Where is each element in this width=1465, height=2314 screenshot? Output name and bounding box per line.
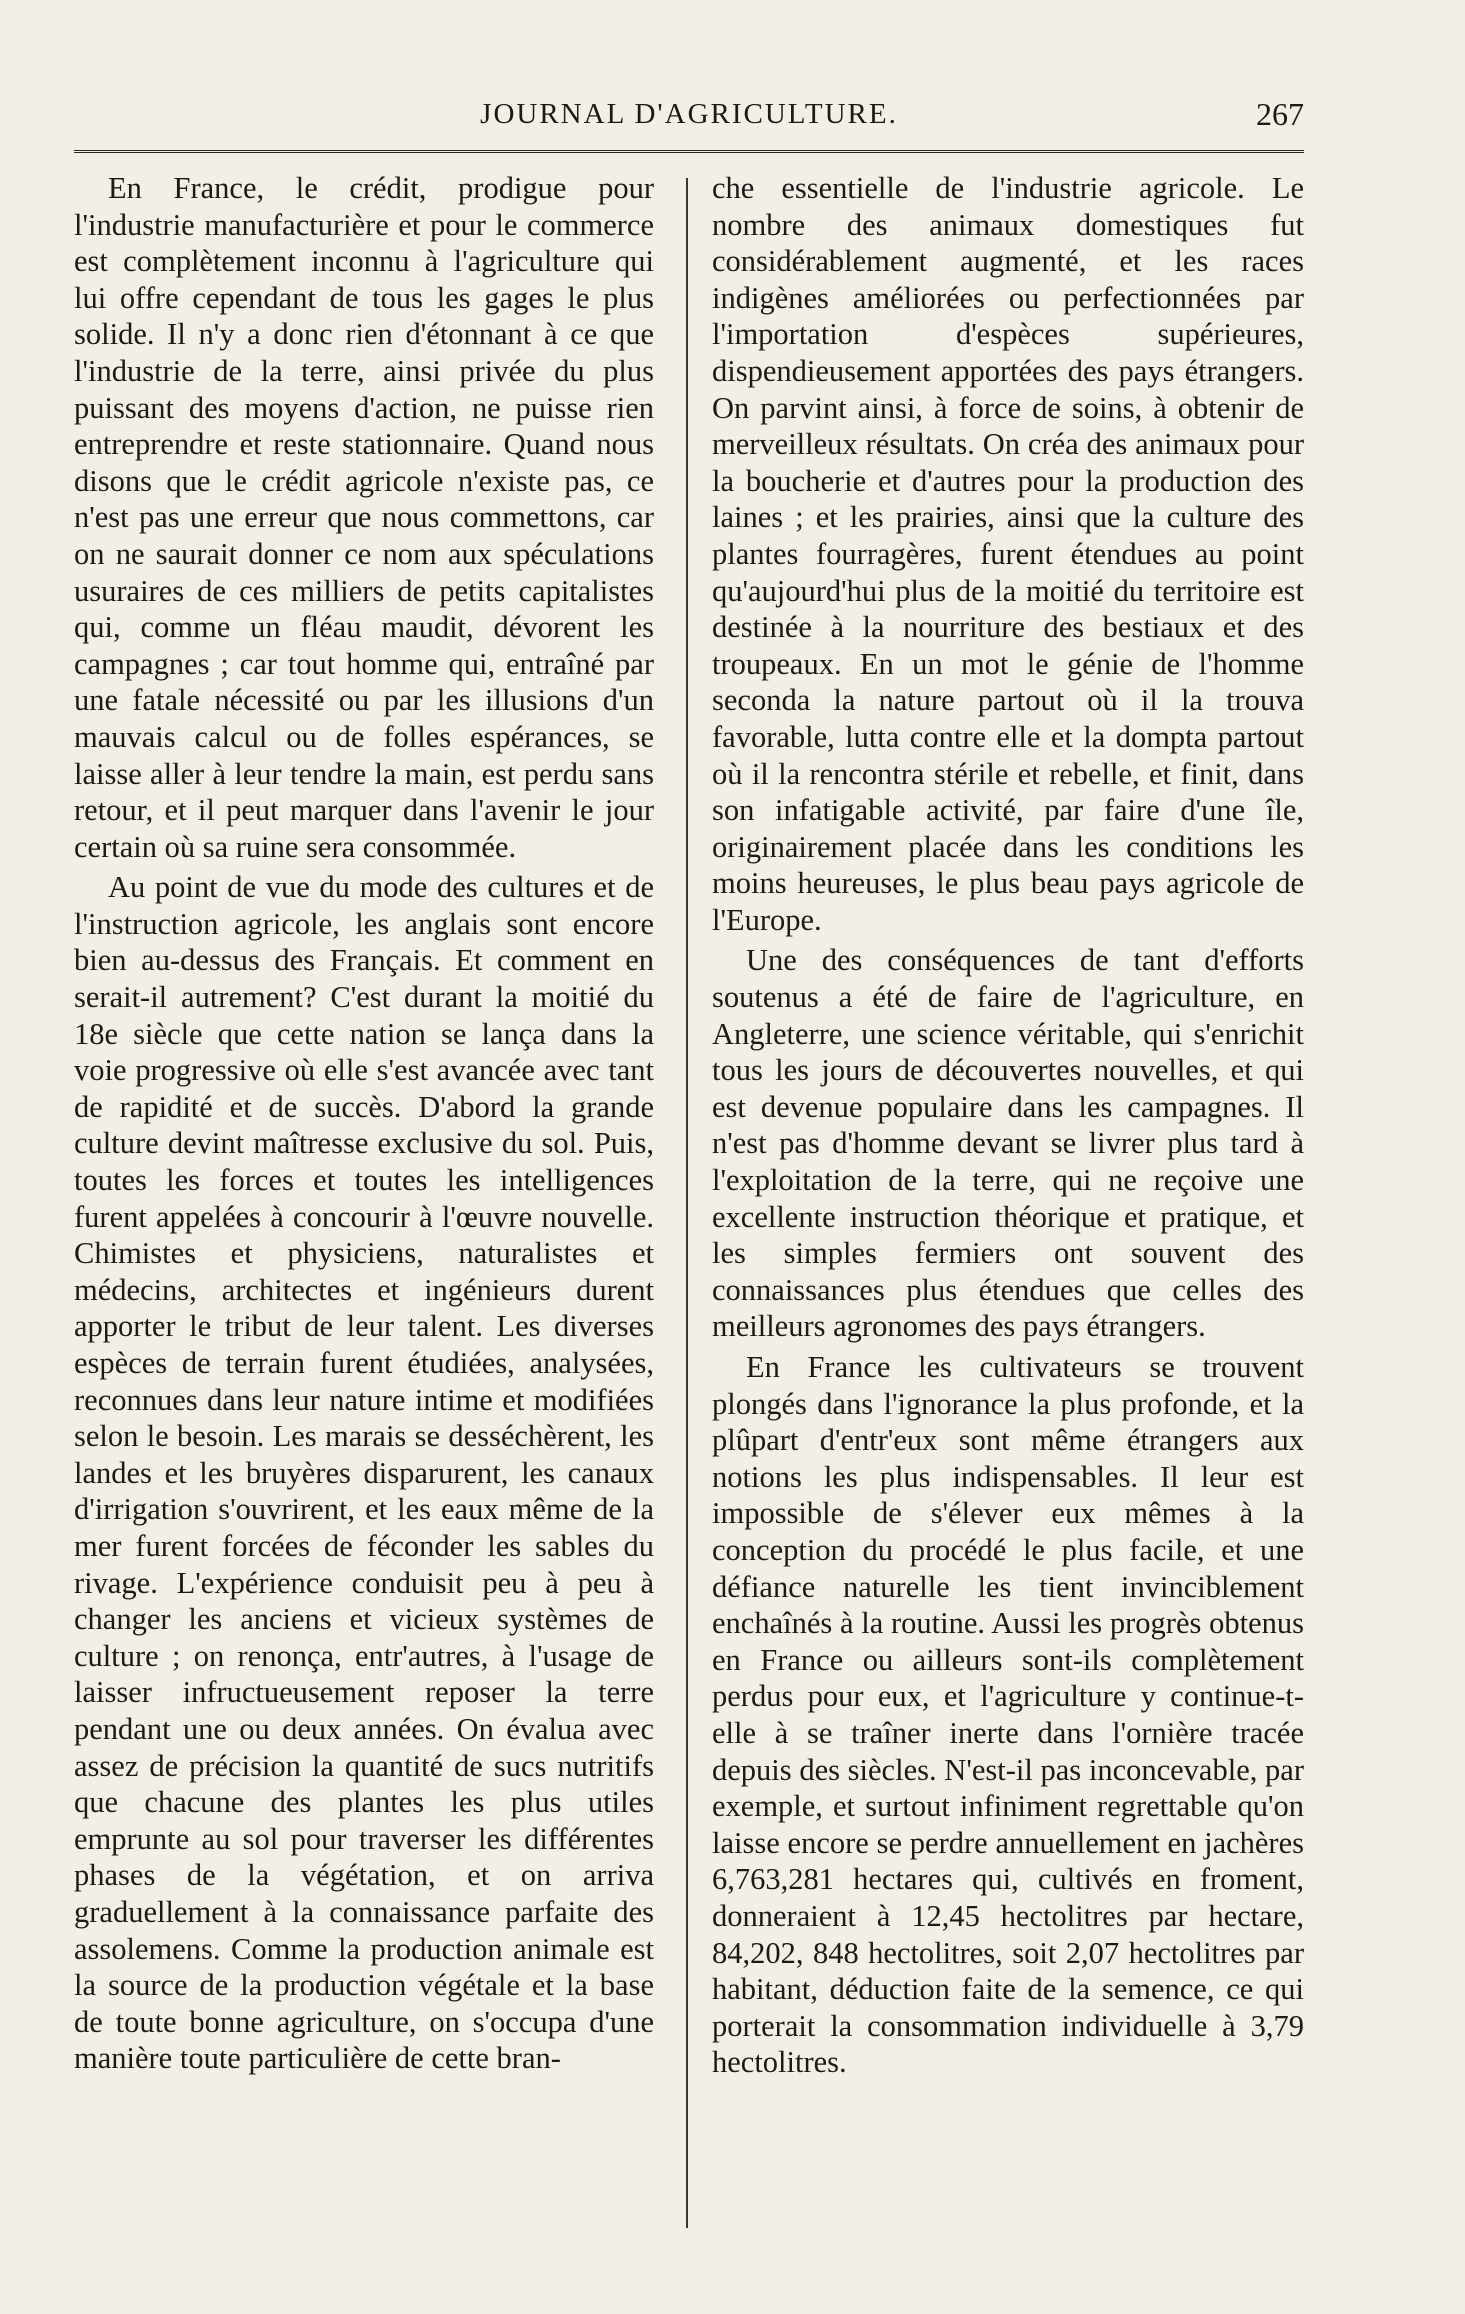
right-column xyxy=(712,170,1304,2081)
column-divider xyxy=(686,178,688,2228)
page-number: 267 xyxy=(1256,96,1304,132)
paragraph-science-agricole: Une des conséquences de tant d'efforts soutenus a été de faire de l'agriculture, en Angleterre, une science véritable, qui s'enrichit tous les jours de découvertes nouvelles, et qui est devenue populaire dans les campagnes. Il n'est pas d'homme devant se livrer plus tard à l'exploitation de la terre, qui ne reçoive une excellente instruction théorique et pratique, et les simples fermiers ont souvent des connaissances plus étendues que celles des meilleurs agronomes des pays étrangers. xyxy=(712,943,1304,1344)
paragraph-cultivateurs-france: En France les cultivateurs se trouvent plongés dans l'ignorance la plus profonde, et la plûpart d'entr'eux sont même étrangers aux notions les plus indispensables. Il leur est impossible de s'élever eux mêmes à la conception du procédé le plus facile, et une défiance naturelle les tient invinciblement enchaînés à la routine. Aussi les progrès obtenus en France ou ailleurs sont-ils complètement perdus pour eux, et l'agriculture y continue-t-elle à se traîner inerte dans l'ornière tracée depuis des siècles. N'est-il pas inconcevable, par exemple, et surtout infiniment regrettable qu'on laisse encore se perdre annuellement en jachères 6,763,281 hectares qui, cultivés en froment, donneraient à 12,45 hectolitres par hectare, 84,202, 848 hectolitres, soit 2,07 hectolitres par habitant, déduction faite de la semence, ce qui porterait la consommation individuelle à 3,79 hectolitres. xyxy=(712,1350,1304,2080)
header-rule xyxy=(74,150,1304,153)
running-title: JOURNAL D'AGRICULTURE. xyxy=(480,98,898,130)
page-header xyxy=(74,88,1304,140)
paragraph-credit-agricole: En France, le crédit, prodigue pour l'industrie manufacturière et pour le commerce est complètement inconnu à l'agriculture qui lui offre cependant de tous les gages le plus solide. Il n'y a donc rien d'étonnant à ce que l'industrie de la terre, ainsi privée du plus puissant des moyens d'action, ne puisse rien entreprendre et reste stationnaire. Quand nous disons que le crédit agricole n'existe pas, ce n'est pas une erreur que nous commettons, car on ne saurait donner ce nom aux spéculations usuraires de ces milliers de petits capitalistes qui, comme un fléau maudit, dévorent les campagnes ; car tout homme qui, entraîné par une fatale nécessité ou par les illusions d'un mauvais calcul ou de folles espérances, se laisse aller à leur tendre la main, est perdu sans retour, et il peut marquer dans l'avenir le jour certain où sa ruine sera consommée. xyxy=(74,171,654,864)
paragraph-continuation: che essentielle de l'industrie agricole. Le nombre des animaux domestiques fut considérablement augmenté, et les races indigènes améliorées ou perfectionnées par l'importation d'espèces supérieures, dispendieusement apportées des pays étrangers. On parvint ainsi, à force de soins, à obtenir de merveilleux résultats. On créa des animaux pour la boucherie et d'autres pour la production des laines ; et les prairies, ainsi que la culture des plantes fourragères, furent étendues au point qu'aujourd'hui plus de la moitié du territoire est destinée à la nourriture des bestiaux et des troupeaux. En un mot le génie de l'homme seconda la nature partout où il la trouva favorable, lutta contre elle et la dompta partout où il la rencontra stérile et rebelle, et finit, dans son infatigable activité, par faire d'une île, originairement placée dans les conditions les moins heureuses, le plus beau pays agricole de l'Europe. xyxy=(712,171,1304,937)
paragraph-cultures-anglaises: Au point de vue du mode des cultures et de l'instruction agricole, les anglais sont encore bien au-dessus des Français. Et comment en serait-il autrement? C'est durant la moitié du 18e siècle que cette nation se lança dans la voie progressive où elle s'est avancée avec tant de rapidité et de succès. D'abord la grande culture devint maîtresse exclusive du sol. Puis, toutes les forces et toutes les intelligences furent appelées à concourir à l'œuvre nouvelle. Chimistes et physiciens, naturalistes et médecins, architectes et ingénieurs durent apporter le tribut de leur talent. Les diverses espèces de terrain furent étudiées, analysées, reconnues dans leur nature intime et modifiées selon le besoin. Les marais se desséchèrent, les landes et les bruyères disparurent, les canaux d'irrigation s'ouvrirent, et les eaux même de la mer furent forcées de féconder les sables du rivage. L'expérience conduisit peu à peu à changer les anciens et vicieux systèmes de culture ; on renonça, entr'autres, à l'usage de laisser infructueusement reposer la terre pendant une ou deux années. On évalua avec assez de précision la quantité de sucs nutritifs que chacune des plantes les plus utiles emprunte au sol pour traverser les différentes phases de la végétation, et on arriva graduellement à la connaissance parfaite des assolemens. Comme la production animale est la source de la production végétale et la base de toute bonne agriculture, on s'occupa d'une manière toute particulière de cette bran- xyxy=(74,870,654,2076)
left-column xyxy=(74,170,654,2077)
